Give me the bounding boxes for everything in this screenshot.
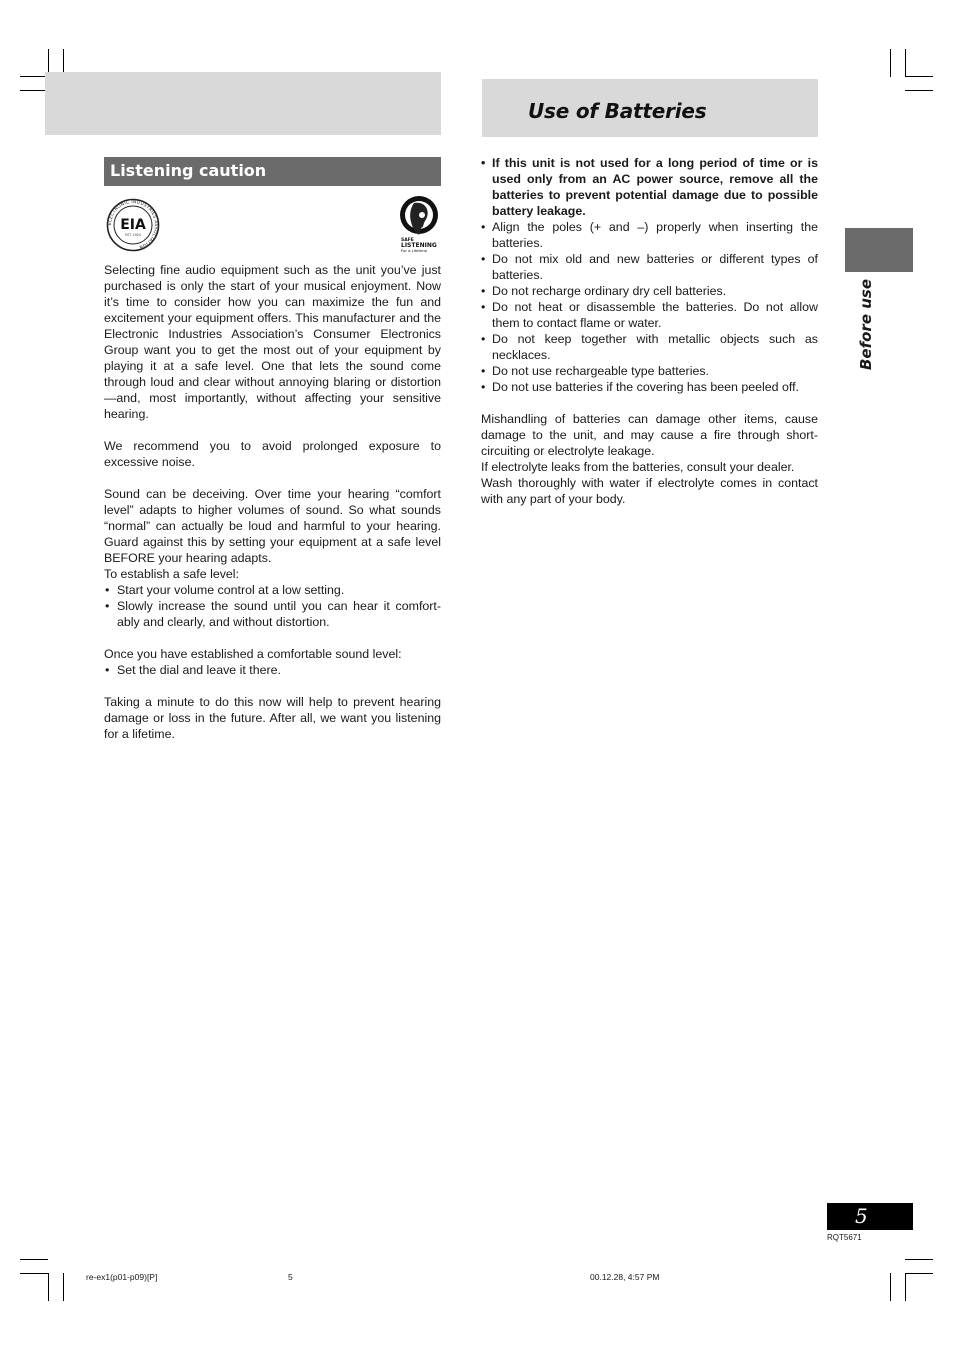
batteries-body bbox=[481, 155, 818, 507]
eia-ring-text: ELECTRONIC INDUSTRIES ASSOCIATION bbox=[107, 199, 159, 250]
list-item: • Set the dial and leave it there. bbox=[104, 662, 441, 678]
paragraph: If electrolyte leaks from the batteries, consult your dealer. bbox=[481, 460, 795, 474]
list-item: • Do not heat or disassemble the batteries. Do not allow them to contact flame or water. bbox=[481, 299, 818, 331]
logo-lifetime-text: For a Lifetime bbox=[401, 248, 428, 253]
paragraph: To establish a safe level: bbox=[104, 567, 239, 581]
eia-main-text: EIA bbox=[120, 217, 146, 233]
eia-logo bbox=[106, 198, 160, 252]
header-band-left bbox=[45, 72, 441, 135]
eia-est-text: EST. 1924 bbox=[125, 233, 141, 237]
side-label: Before use bbox=[857, 278, 875, 370]
list-item: • Slowly increase the sound until you can hear it comfort-ably and clearly, and without distortion. bbox=[104, 598, 441, 630]
page-number: 5 bbox=[855, 1204, 868, 1228]
list-item: • Do not use batteries if the covering has been peeled off. bbox=[481, 379, 818, 395]
paragraph: Taking a minute to do this now will help to prevent hearing damage or loss in the future. After all, we want you listening for a lifetime. bbox=[104, 695, 441, 741]
paragraph: Once you have established a comfortable sound level: bbox=[104, 647, 402, 661]
section-heading-text: Listening caution bbox=[110, 161, 267, 180]
page-number-box bbox=[827, 1203, 913, 1230]
logo-safe-text: SAFE bbox=[401, 238, 414, 243]
footer-page: 5 bbox=[288, 1272, 293, 1282]
paragraph: Mishandling of batteries can damage other items, cause damage to the unit, and may cause a fire through short-circuiting or electrolyte leakage. bbox=[481, 412, 818, 458]
footer-file: re-ex1(p01-p09)[P] bbox=[86, 1272, 158, 1282]
paragraph: Selecting fine audio equipment such as the unit you’ve just purchased is only the start of your musical enjoyment. Now it’s time to consider how you can maximize the fun and excitement your equipment offers. This manufacturer and the Electronic Industries Association’s Consumer Electronics Group want you to get the most out of your equipment by playing it at a safe level. One that lets the sound come through loud and clear without annoying blaring or distortion—and, most importantly, without affecting your sensitive hearing. bbox=[104, 263, 441, 421]
page-title: Use of Batteries bbox=[528, 99, 707, 123]
footer-timestamp: 00.12.28, 4:57 PM bbox=[590, 1272, 660, 1282]
list-item: • Do not recharge ordinary dry cell batteries. bbox=[481, 283, 818, 299]
safe-listening-logo bbox=[397, 195, 441, 255]
paragraph: Sound can be deceiving. Over time your hearing “comfort level” adapts to higher volumes of sound. So what sounds “normal” can actually be loud and harmful to your hearing. Guard against this by setting your equipment at a safe level BEFORE your hearing adapts. bbox=[104, 487, 441, 565]
list-item: • Do not mix old and new batteries or different types of batteries. bbox=[481, 251, 818, 283]
list-item: • Do not use rechargeable type batteries. bbox=[481, 363, 818, 379]
section-heading bbox=[104, 157, 441, 186]
side-tab bbox=[845, 228, 913, 272]
list-item: • Align the poles (+ and –) properly when inserting the batteries. bbox=[481, 219, 818, 251]
logo-listening-text: LISTENING bbox=[401, 242, 437, 249]
list-item: • Do not keep together with metallic objects such as necklaces. bbox=[481, 331, 818, 363]
list-item: • Start your volume control at a low setting. bbox=[104, 582, 441, 598]
model-code: RQT5671 bbox=[827, 1233, 862, 1242]
list-item: • If this unit is not used for a long period of time or is used only from an AC power source, remove all the batteries to prevent potential damage due to possible battery leakage. bbox=[481, 155, 818, 219]
paragraph: Wash thoroughly with water if electrolyte comes in contact with any part of your body. bbox=[481, 476, 818, 506]
listening-caution-body bbox=[104, 262, 441, 742]
paragraph: We recommend you to avoid prolonged exposure to excessive noise. bbox=[104, 439, 441, 469]
